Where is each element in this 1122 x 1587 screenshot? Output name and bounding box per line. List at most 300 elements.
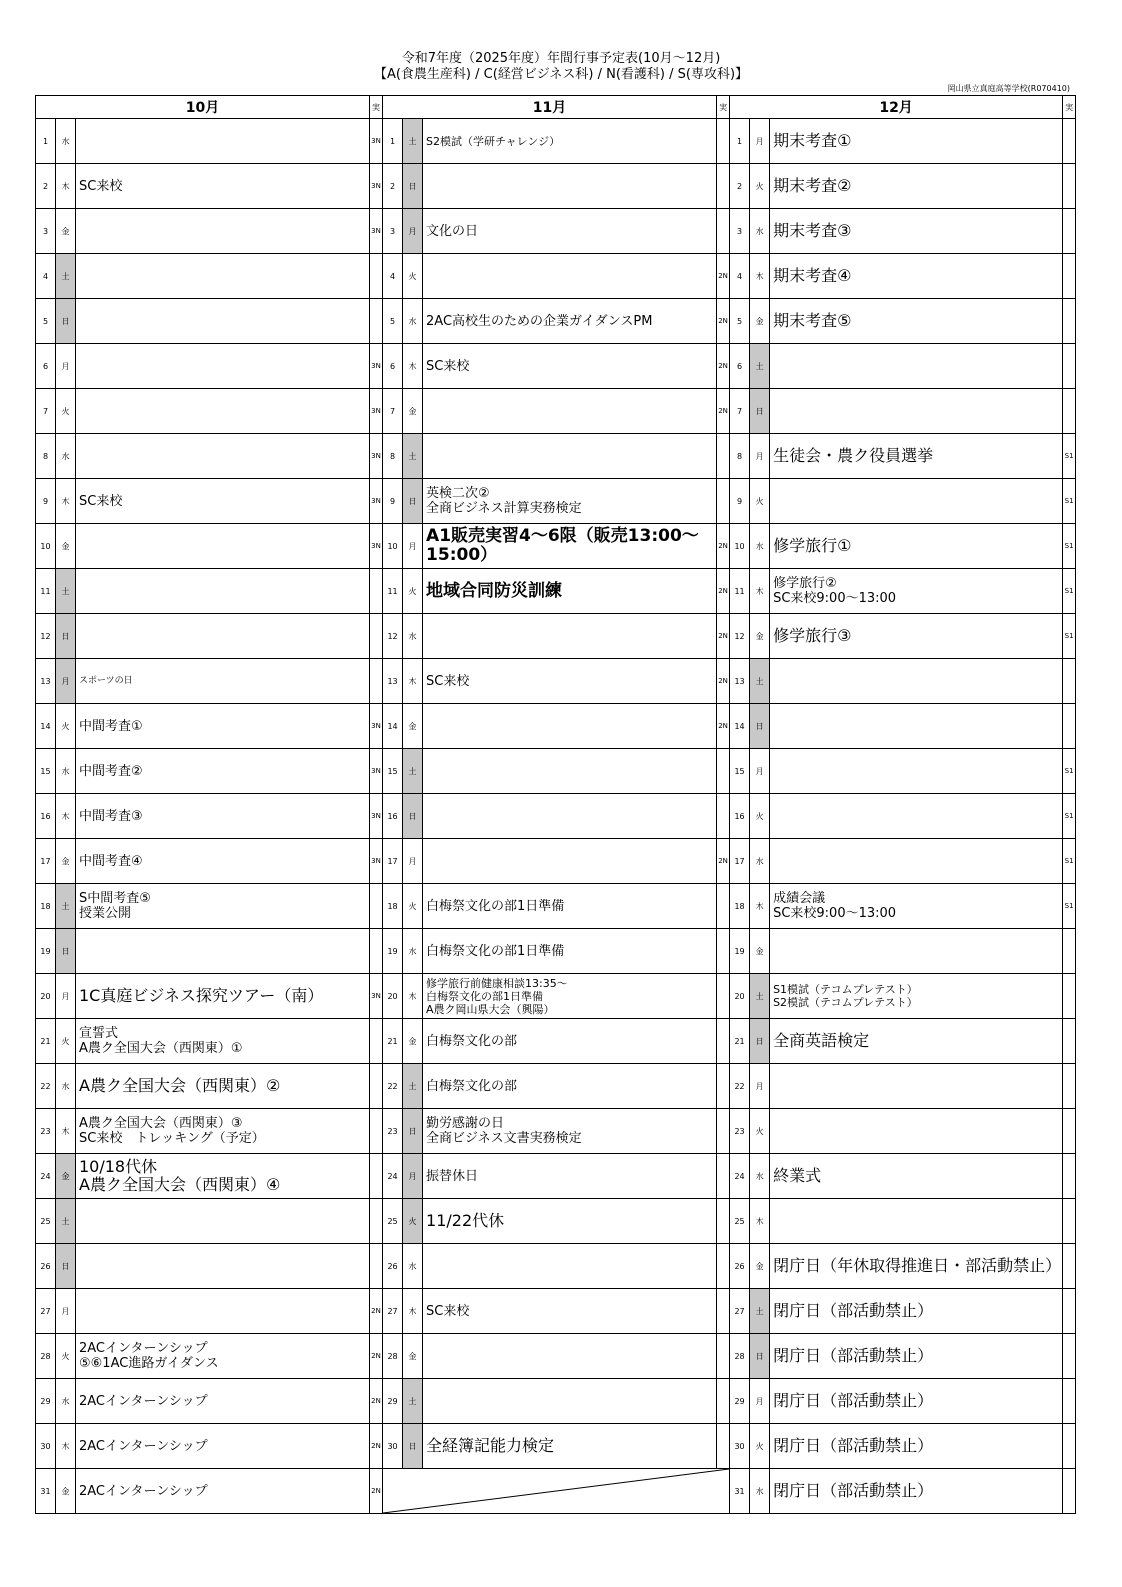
mark-cell-dec xyxy=(1063,1379,1076,1424)
day-number-nov: 5 xyxy=(383,299,403,344)
day-number-nov: 13 xyxy=(383,659,403,704)
weekday-dec: 土 xyxy=(750,344,770,389)
mark-cell-dec xyxy=(1063,344,1076,389)
event-cell-oct: 中間考査② xyxy=(76,749,370,794)
day-number-dec: 6 xyxy=(730,344,750,389)
event-cell-dec: 閉庁日（部活動禁止） xyxy=(770,1334,1063,1379)
day-number-oct: 18 xyxy=(36,884,56,929)
weekday-dec: 木 xyxy=(750,1199,770,1244)
day-number-nov: 29 xyxy=(383,1379,403,1424)
day-number-oct: 28 xyxy=(36,1334,56,1379)
day-number-oct: 4 xyxy=(36,254,56,299)
mark-cell-oct: 2N xyxy=(370,1289,383,1334)
mark-cell-nov: 2N xyxy=(717,344,730,389)
mark-cell-oct xyxy=(370,614,383,659)
day-number-oct: 10 xyxy=(36,524,56,569)
mark-cell-dec xyxy=(1063,1109,1076,1154)
day-number-nov: 21 xyxy=(383,1019,403,1064)
event-cell-oct: 宣誓式 A農ク全国大会（西関東）① xyxy=(76,1019,370,1064)
weekday-dec: 月 xyxy=(750,119,770,164)
weekday-nov: 月 xyxy=(403,209,423,254)
day-number-nov: 14 xyxy=(383,704,403,749)
mark-cell-nov xyxy=(717,1154,730,1199)
event-cell-nov xyxy=(423,1244,717,1289)
weekday-oct: 土 xyxy=(56,884,76,929)
day-number-oct: 26 xyxy=(36,1244,56,1289)
event-cell-nov xyxy=(423,254,717,299)
weekday-dec: 月 xyxy=(750,1379,770,1424)
weekday-dec: 火 xyxy=(750,479,770,524)
weekday-oct: 火 xyxy=(56,704,76,749)
month-header-dec: 12月 xyxy=(730,96,1063,119)
day-number-nov: 10 xyxy=(383,524,403,569)
month-header-nov: 11月 xyxy=(383,96,717,119)
mark-cell-dec: S1 xyxy=(1063,479,1076,524)
event-cell-dec: 期末考査⑤ xyxy=(770,299,1063,344)
mark-cell-dec xyxy=(1063,1289,1076,1334)
day-number-dec: 4 xyxy=(730,254,750,299)
mark-cell-oct: 3N xyxy=(370,434,383,479)
mark-header: 実 xyxy=(717,96,730,119)
day-number-nov: 6 xyxy=(383,344,403,389)
weekday-dec: 日 xyxy=(750,1019,770,1064)
mark-cell-dec xyxy=(1063,1424,1076,1469)
event-cell-nov: 文化の日 xyxy=(423,209,717,254)
event-cell-dec: 修学旅行③ xyxy=(770,614,1063,659)
mark-cell-nov xyxy=(717,749,730,794)
mark-cell-nov xyxy=(717,884,730,929)
mark-header: 実 xyxy=(1063,96,1076,119)
day-number-oct: 8 xyxy=(36,434,56,479)
mark-cell-dec xyxy=(1063,119,1076,164)
event-cell-dec xyxy=(770,839,1063,884)
weekday-nov: 土 xyxy=(403,1064,423,1109)
event-cell-oct: 2ACインターンシップ xyxy=(76,1424,370,1469)
day-number-oct: 22 xyxy=(36,1064,56,1109)
weekday-oct: 金 xyxy=(56,839,76,884)
day-number-dec: 31 xyxy=(730,1469,750,1514)
day-number-dec: 8 xyxy=(730,434,750,479)
weekday-dec: 火 xyxy=(750,164,770,209)
day-number-nov: 2 xyxy=(383,164,403,209)
event-cell-dec xyxy=(770,1064,1063,1109)
day-number-nov: 20 xyxy=(383,974,403,1019)
weekday-dec: 木 xyxy=(750,569,770,614)
day-number-oct: 30 xyxy=(36,1424,56,1469)
mark-cell-nov xyxy=(717,119,730,164)
weekday-oct: 火 xyxy=(56,1019,76,1064)
day-number-dec: 28 xyxy=(730,1334,750,1379)
table-row xyxy=(36,1109,1076,1154)
mark-cell-nov: 2N xyxy=(717,614,730,659)
event-cell-dec: 閉庁日（部活動禁止） xyxy=(770,1469,1063,1514)
mark-cell-oct: 2N xyxy=(370,1424,383,1469)
month-header-oct: 10月 xyxy=(36,96,370,119)
weekday-oct: 月 xyxy=(56,659,76,704)
day-number-oct: 31 xyxy=(36,1469,56,1514)
weekday-dec: 火 xyxy=(750,1424,770,1469)
day-number-nov: 18 xyxy=(383,884,403,929)
day-number-dec: 23 xyxy=(730,1109,750,1154)
day-number-oct: 23 xyxy=(36,1109,56,1154)
event-cell-dec xyxy=(770,749,1063,794)
weekday-nov: 木 xyxy=(403,974,423,1019)
mark-cell-oct xyxy=(370,929,383,974)
day-number-nov: 19 xyxy=(383,929,403,974)
mark-cell-dec xyxy=(1063,1199,1076,1244)
weekday-dec: 火 xyxy=(750,794,770,839)
event-cell-oct xyxy=(76,389,370,434)
table-row xyxy=(36,614,1076,659)
event-cell-dec: 成績会議 SC来校9:00～13:00 xyxy=(770,884,1063,929)
mark-cell-oct: 2N xyxy=(370,1334,383,1379)
mark-cell-dec xyxy=(1063,164,1076,209)
event-cell-dec: 閉庁日（年休取得推進日・部活動禁止） xyxy=(770,1244,1063,1289)
weekday-dec: 木 xyxy=(750,254,770,299)
weekday-oct: 水 xyxy=(56,749,76,794)
day-number-nov: 26 xyxy=(383,1244,403,1289)
event-cell-dec: 期末考査① xyxy=(770,119,1063,164)
mark-cell-nov xyxy=(717,1019,730,1064)
weekday-dec: 日 xyxy=(750,704,770,749)
weekday-nov: 火 xyxy=(403,569,423,614)
mark-cell-oct xyxy=(370,1064,383,1109)
mark-cell-nov xyxy=(717,164,730,209)
table-row xyxy=(36,1334,1076,1379)
event-cell-nov: 白梅祭文化の部 xyxy=(423,1064,717,1109)
mark-cell-nov xyxy=(717,479,730,524)
day-number-dec: 7 xyxy=(730,389,750,434)
day-number-nov: 8 xyxy=(383,434,403,479)
mark-cell-dec: S1 xyxy=(1063,524,1076,569)
event-cell-nov: 英検二次② 全商ビジネス計算実務検定 xyxy=(423,479,717,524)
table-row xyxy=(36,1424,1076,1469)
weekday-nov: 土 xyxy=(403,119,423,164)
event-cell-oct xyxy=(76,434,370,479)
day-number-dec: 17 xyxy=(730,839,750,884)
day-number-oct: 6 xyxy=(36,344,56,389)
event-cell-oct xyxy=(76,569,370,614)
mark-cell-dec xyxy=(1063,389,1076,434)
event-cell-dec: 修学旅行① xyxy=(770,524,1063,569)
weekday-oct: 日 xyxy=(56,299,76,344)
mark-cell-dec xyxy=(1063,929,1076,974)
day-number-dec: 2 xyxy=(730,164,750,209)
weekday-oct: 金 xyxy=(56,209,76,254)
table-row xyxy=(36,974,1076,1019)
table-row xyxy=(36,569,1076,614)
day-number-nov: 9 xyxy=(383,479,403,524)
mark-cell-nov: 2N xyxy=(717,704,730,749)
table-row xyxy=(36,704,1076,749)
table-row xyxy=(36,1154,1076,1199)
calendar-table xyxy=(35,95,1076,1514)
event-cell-oct: SC来校 xyxy=(76,164,370,209)
day-number-dec: 18 xyxy=(730,884,750,929)
weekday-dec: 木 xyxy=(750,884,770,929)
weekday-dec: 水 xyxy=(750,1469,770,1514)
table-row xyxy=(36,479,1076,524)
day-number-oct: 15 xyxy=(36,749,56,794)
mark-cell-oct: 3N xyxy=(370,704,383,749)
mark-cell-oct: 3N xyxy=(370,749,383,794)
day-number-nov: 22 xyxy=(383,1064,403,1109)
mark-cell-dec xyxy=(1063,659,1076,704)
event-cell-oct: 2ACインターンシップ xyxy=(76,1379,370,1424)
weekday-dec: 金 xyxy=(750,614,770,659)
weekday-nov: 日 xyxy=(403,1424,423,1469)
event-cell-oct: 2ACインターンシップ xyxy=(76,1469,370,1514)
weekday-oct: 金 xyxy=(56,1469,76,1514)
day-number-dec: 11 xyxy=(730,569,750,614)
day-number-oct: 19 xyxy=(36,929,56,974)
mark-cell-nov: 2N xyxy=(717,569,730,614)
event-cell-nov: 11/22代休 xyxy=(423,1199,717,1244)
weekday-oct: 金 xyxy=(56,524,76,569)
header-row xyxy=(36,96,1076,119)
weekday-nov: 金 xyxy=(403,1019,423,1064)
event-cell-oct: 2ACインターンシップ ⑤⑥1AC進路ガイダンス xyxy=(76,1334,370,1379)
weekday-oct: 土 xyxy=(56,254,76,299)
event-cell-dec xyxy=(770,659,1063,704)
event-cell-dec: 閉庁日（部活動禁止） xyxy=(770,1424,1063,1469)
mark-cell-nov xyxy=(717,1424,730,1469)
event-cell-dec xyxy=(770,704,1063,749)
table-row xyxy=(36,1019,1076,1064)
weekday-nov: 火 xyxy=(403,254,423,299)
event-cell-nov xyxy=(423,1379,717,1424)
mark-cell-oct: 2N xyxy=(370,1469,383,1514)
day-number-dec: 21 xyxy=(730,1019,750,1064)
day-number-oct: 20 xyxy=(36,974,56,1019)
day-number-oct: 27 xyxy=(36,1289,56,1334)
event-cell-nov xyxy=(423,794,717,839)
empty-cell-nov xyxy=(383,1469,730,1514)
mark-cell-nov xyxy=(717,1289,730,1334)
day-number-nov: 4 xyxy=(383,254,403,299)
weekday-dec: 日 xyxy=(750,1334,770,1379)
day-number-oct: 13 xyxy=(36,659,56,704)
day-number-nov: 25 xyxy=(383,1199,403,1244)
event-cell-nov: A1販売実習4～6限（販売13:00～15:00） xyxy=(423,524,717,569)
mark-cell-dec: S1 xyxy=(1063,569,1076,614)
event-cell-oct xyxy=(76,209,370,254)
weekday-nov: 水 xyxy=(403,614,423,659)
event-cell-nov xyxy=(423,434,717,479)
event-cell-nov xyxy=(423,839,717,884)
mark-cell-dec xyxy=(1063,1244,1076,1289)
day-number-nov: 12 xyxy=(383,614,403,659)
event-cell-oct xyxy=(76,524,370,569)
event-cell-dec xyxy=(770,794,1063,839)
weekday-dec: 月 xyxy=(750,1064,770,1109)
mark-cell-dec: S1 xyxy=(1063,794,1076,839)
day-number-dec: 22 xyxy=(730,1064,750,1109)
mark-cell-dec xyxy=(1063,1469,1076,1514)
event-cell-nov: 白梅祭文化の部 xyxy=(423,1019,717,1064)
day-number-nov: 11 xyxy=(383,569,403,614)
day-number-dec: 3 xyxy=(730,209,750,254)
table-row xyxy=(36,1244,1076,1289)
mark-cell-dec: S1 xyxy=(1063,884,1076,929)
weekday-dec: 水 xyxy=(750,209,770,254)
mark-cell-oct: 3N xyxy=(370,794,383,839)
weekday-dec: 土 xyxy=(750,974,770,1019)
event-cell-oct: 中間考査④ xyxy=(76,839,370,884)
day-number-dec: 25 xyxy=(730,1199,750,1244)
day-number-oct: 5 xyxy=(36,299,56,344)
weekday-oct: 水 xyxy=(56,119,76,164)
mark-cell-dec xyxy=(1063,209,1076,254)
table-row xyxy=(36,839,1076,884)
event-cell-oct xyxy=(76,929,370,974)
mark-cell-nov xyxy=(717,1064,730,1109)
table-row xyxy=(36,299,1076,344)
event-cell-nov: 振替休日 xyxy=(423,1154,717,1199)
weekday-nov: 火 xyxy=(403,884,423,929)
day-number-dec: 13 xyxy=(730,659,750,704)
mark-cell-dec: S1 xyxy=(1063,749,1076,794)
day-number-dec: 19 xyxy=(730,929,750,974)
event-cell-oct xyxy=(76,1289,370,1334)
mark-cell-nov xyxy=(717,434,730,479)
school-name: 岡山県立真庭高等学校(R070410) xyxy=(947,84,1070,93)
mark-cell-dec: S1 xyxy=(1063,614,1076,659)
weekday-oct: 金 xyxy=(56,1154,76,1199)
weekday-dec: 火 xyxy=(750,1109,770,1154)
day-number-dec: 27 xyxy=(730,1289,750,1334)
event-cell-oct xyxy=(76,299,370,344)
mark-cell-oct: 3N xyxy=(370,839,383,884)
mark-cell-oct: 3N xyxy=(370,209,383,254)
day-number-dec: 9 xyxy=(730,479,750,524)
weekday-nov: 日 xyxy=(403,794,423,839)
mark-cell-nov xyxy=(717,1379,730,1424)
mark-cell-dec: S1 xyxy=(1063,839,1076,884)
table-row xyxy=(36,209,1076,254)
event-cell-oct: 中間考査① xyxy=(76,704,370,749)
event-cell-oct: S中間考査⑤ 授業公開 xyxy=(76,884,370,929)
day-number-oct: 21 xyxy=(36,1019,56,1064)
weekday-dec: 金 xyxy=(750,1244,770,1289)
event-cell-dec: S1模試（テコムプレテスト） S2模試（テコムプレテスト） xyxy=(770,974,1063,1019)
day-number-oct: 3 xyxy=(36,209,56,254)
event-cell-nov: 白梅祭文化の部1日準備 xyxy=(423,884,717,929)
day-number-nov: 30 xyxy=(383,1424,403,1469)
weekday-nov: 木 xyxy=(403,1289,423,1334)
mark-cell-nov: 2N xyxy=(717,389,730,434)
weekday-nov: 日 xyxy=(403,164,423,209)
mark-cell-oct xyxy=(370,1244,383,1289)
event-cell-oct: スポーツの日 xyxy=(76,659,370,704)
mark-cell-nov xyxy=(717,1109,730,1154)
weekday-oct: 月 xyxy=(56,344,76,389)
event-cell-oct: 1C真庭ビジネス探究ツアー（南） xyxy=(76,974,370,1019)
day-number-oct: 7 xyxy=(36,389,56,434)
event-cell-nov: 全経簿記能力検定 xyxy=(423,1424,717,1469)
event-cell-nov: SC来校 xyxy=(423,344,717,389)
weekday-nov: 土 xyxy=(403,434,423,479)
weekday-nov: 火 xyxy=(403,1199,423,1244)
diagonal-line xyxy=(383,1469,729,1513)
event-cell-dec: 期末考査③ xyxy=(770,209,1063,254)
mark-cell-oct xyxy=(370,1109,383,1154)
day-number-oct: 11 xyxy=(36,569,56,614)
day-number-nov: 23 xyxy=(383,1109,403,1154)
day-number-oct: 25 xyxy=(36,1199,56,1244)
weekday-nov: 日 xyxy=(403,479,423,524)
day-number-dec: 20 xyxy=(730,974,750,1019)
day-number-dec: 14 xyxy=(730,704,750,749)
weekday-dec: 水 xyxy=(750,524,770,569)
weekday-oct: 月 xyxy=(56,974,76,1019)
event-cell-nov: SC来校 xyxy=(423,659,717,704)
day-number-nov: 7 xyxy=(383,389,403,434)
table-row xyxy=(36,524,1076,569)
table-row xyxy=(36,254,1076,299)
mark-cell-oct xyxy=(370,884,383,929)
event-cell-dec xyxy=(770,1109,1063,1154)
day-number-oct: 24 xyxy=(36,1154,56,1199)
weekday-oct: 日 xyxy=(56,614,76,659)
day-number-nov: 15 xyxy=(383,749,403,794)
page-title: 令和7年度（2025年度）年間行事予定表(10月～12月) xyxy=(401,51,721,66)
mark-cell-nov: 2N xyxy=(717,839,730,884)
weekday-nov: 金 xyxy=(403,704,423,749)
weekday-nov: 月 xyxy=(403,524,423,569)
event-cell-nov xyxy=(423,1334,717,1379)
event-cell-dec xyxy=(770,479,1063,524)
day-number-dec: 24 xyxy=(730,1154,750,1199)
event-cell-nov xyxy=(423,389,717,434)
day-number-oct: 1 xyxy=(36,119,56,164)
weekday-oct: 木 xyxy=(56,1109,76,1154)
day-number-nov: 24 xyxy=(383,1154,403,1199)
table-row xyxy=(36,1199,1076,1244)
event-cell-oct: A農ク全国大会（西関東）② xyxy=(76,1064,370,1109)
event-cell-dec: 修学旅行② SC来校9:00～13:00 xyxy=(770,569,1063,614)
weekday-dec: 水 xyxy=(750,839,770,884)
weekday-oct: 木 xyxy=(56,164,76,209)
weekday-oct: 火 xyxy=(56,389,76,434)
mark-cell-oct: 3N xyxy=(370,479,383,524)
mark-cell-dec xyxy=(1063,704,1076,749)
day-number-oct: 16 xyxy=(36,794,56,839)
day-number-nov: 17 xyxy=(383,839,403,884)
event-cell-oct xyxy=(76,1199,370,1244)
event-cell-dec xyxy=(770,1199,1063,1244)
day-number-oct: 2 xyxy=(36,164,56,209)
day-number-oct: 9 xyxy=(36,479,56,524)
event-cell-nov: 2AC高校生のための企業ガイダンスPM xyxy=(423,299,717,344)
event-cell-dec xyxy=(770,929,1063,974)
mark-cell-oct xyxy=(370,299,383,344)
mark-cell-oct: 3N xyxy=(370,119,383,164)
mark-cell-oct: 3N xyxy=(370,164,383,209)
mark-cell-oct xyxy=(370,1199,383,1244)
day-number-dec: 1 xyxy=(730,119,750,164)
event-cell-dec: 閉庁日（部活動禁止） xyxy=(770,1379,1063,1424)
weekday-oct: 水 xyxy=(56,1064,76,1109)
mark-cell-oct: 2N xyxy=(370,1379,383,1424)
day-number-dec: 12 xyxy=(730,614,750,659)
mark-cell-nov xyxy=(717,1334,730,1379)
event-cell-oct xyxy=(76,1244,370,1289)
event-cell-dec: 生徒会・農ク役員選挙 xyxy=(770,434,1063,479)
day-number-oct: 17 xyxy=(36,839,56,884)
mark-cell-dec xyxy=(1063,1154,1076,1199)
event-cell-dec: 終業式 xyxy=(770,1154,1063,1199)
